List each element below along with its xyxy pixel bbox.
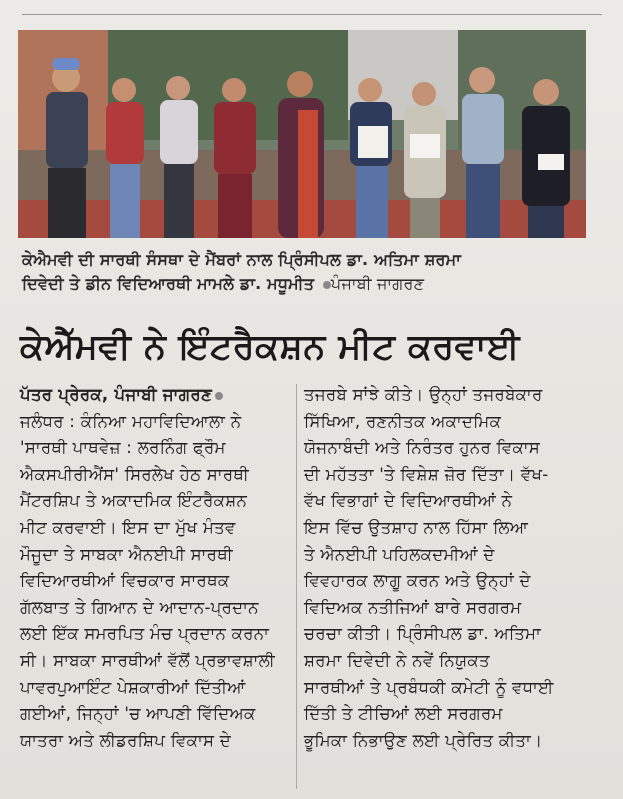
article-line: ਮੀਟ ਕਰਵਾਈ। ਇਸ ਦਾ ਮੁੱਖ ਮੰਤਵ [20, 517, 236, 537]
article-line: ਤੇ ਐਨਈਪੀ ਪਹਿਲਕਦਮੀਆਂ ਦੇ [304, 544, 495, 564]
group-photo [18, 30, 586, 238]
bullet-icon [323, 281, 331, 289]
article-line: ਪਾਵਰਪੁਆਇੰਟ ਪੇਸ਼ਕਾਰੀਆਂ ਦਿੱਤੀਆਂ [20, 677, 246, 697]
article-line: ਐਕਸਪੀਰੀਐਂਸ' ਸਿਰਲੇਖ ਹੇਠ ਸਾਰਥੀ [20, 464, 250, 484]
caption-line-1: ਕੇਐਮਵੀ ਦੀ ਸਾਰਥੀ ਸੰਸਥਾ ਦੇ ਮੈਂਬਰਾਂ ਨਾਲ ਪ੍ਰਿੰਸੀਪਲ ਡਾ. ਅਤਿਮਾ ਸ਼ਰਮਾ [22, 250, 461, 269]
article-line: 'ਸਾਰਥੀ ਪਾਥਵੇਜ਼ : ਲਰਨਿੰਗ ਫ੍ਰੌਮ [20, 438, 226, 458]
article-line: ਸ਼ਰਮਾ ਦਿਵੇਦੀ ਨੇ ਨਵੇਂ ਨਿਯੁਕਤ [304, 650, 490, 670]
article-line: ਯਾਤਰਾ ਅਤੇ ਲੀਡਰਸ਼ਿਪ ਵਿਕਾਸ ਦੇ [20, 730, 232, 750]
article-line: ਗਈਆਂ, ਜਿਨ੍ਹਾਂ 'ਚ ਆਪਣੀ ਵਿੱਦਿਅਕ [20, 704, 256, 724]
bullet-icon [215, 392, 223, 400]
article-column-right [304, 382, 594, 754]
article-line: ਭੂਮਿਕਾ ਨਿਭਾਉਣ ਲਈ ਪ੍ਰੇਰਿਤ ਕੀਤਾ। [304, 730, 543, 750]
article-line: ਚਰਚਾ ਕੀਤੀ। ਪ੍ਰਿੰਸੀਪਲ ਡਾ. ਅਤਿਮਾ [304, 624, 542, 644]
article-line: ਜਲੰਧਰ : ਕੰਨਿਆ ਮਹਾਵਿਦਿਆਲਾ ਨੇ [20, 411, 242, 431]
byline-line [20, 382, 292, 409]
column-divider [296, 384, 297, 789]
caption-line-2 [22, 272, 592, 296]
caption-credit: ਪੰਜਾਬੀ ਜਾਗਰਣ [330, 274, 425, 293]
article-line: ਵਿਵਹਾਰਕ ਲਾਗੂ ਕਰਨ ਅਤੇ ਉਨ੍ਹਾਂ ਦੇ [304, 571, 531, 591]
top-rule [22, 14, 602, 15]
article-line: ਦੀ ਮਹੱਤਤਾ 'ਤੇ ਵਿਸ਼ੇਸ਼ ਜ਼ੋਰ ਦਿੱਤਾ। ਵੱਖ- [304, 464, 549, 484]
article-line: ਤਜਰਬੇ ਸਾਂਝੇ ਕੀਤੇ। ਉਨ੍ਹਾਂ ਤਜਰਬੇਕਾਰ [304, 385, 543, 404]
article-line: ਸਿੱਖਿਆ, ਰਣਨੀਤਕ ਅਕਾਦਮਿਕ [304, 411, 502, 431]
article-line: ਵਿਦਿਆਰਥੀਆਂ ਵਿਚਕਾਰ ਸਾਰਥਕ [20, 571, 230, 591]
article-line: ਲਈ ਇੱਕ ਸਮਰਪਿਤ ਮੰਚ ਪ੍ਰਦਾਨ ਕਰਨਾ [20, 624, 270, 644]
article-line: ਸਾਰਥੀਆਂ ਤੇ ਪ੍ਰਬੰਧਕੀ ਕਮੇਟੀ ਨੂੰ ਵਧਾਈ [304, 677, 554, 697]
article-line: ਗੱਲਬਾਤ ਤੇ ਗਿਆਨ ਦੇ ਆਦਾਨ-ਪ੍ਰਦਾਨ [20, 597, 259, 617]
article-column-left [20, 382, 292, 754]
byline: ਪੱਤਰ ਪ੍ਰੇਰਕ, ਪੰਜਾਬੀ ਜਾਗਰਣ [20, 385, 213, 404]
group-photo-illustration [18, 30, 586, 238]
article-line: ਇਸ ਵਿੱਚ ਉਤਸ਼ਾਹ ਨਾਲ ਹਿੱਸਾ ਲਿਆ [304, 517, 529, 537]
article-line: ਯੋਜਨਾਬੰਦੀ ਅਤੇ ਨਿਰੰਤਰ ਹੁਨਰ ਵਿਕਾਸ [304, 438, 541, 458]
article-line: ਮੌਜੂਦਾ ਤੇ ਸਾਬਕਾ ਐਨਈਪੀ ਸਾਰਥੀ [20, 544, 233, 564]
article-line: ਸੀ। ਸਾਬਕਾ ਸਾਰਥੀਆਂ ਵੱਲੋਂ ਪ੍ਰਭਾਵਸ਼ਾਲੀ [20, 650, 276, 670]
article-line: ਮੈਂਟਰਸ਼ਿਪ ਤੇ ਅਕਾਦਮਿਕ ਇੰਟਰੈਕਸ਼ਨ [20, 491, 248, 511]
article-line: ਵੱਖ ਵਿਭਾਗਾਂ ਦੇ ਵਿਦਿਆਰਥੀਆਂ ਨੇ [304, 491, 513, 511]
photo-caption [22, 248, 592, 296]
caption-line-2-text: ਦਿਵੇਦੀ ਤੇ ਡੀਨ ਵਿਦਿਆਰਥੀ ਮਾਮਲੇ ਡਾ. ਮਧੂਮੀਤ [22, 274, 315, 293]
headline: ਕੇਐੱਮਵੀ ਨੇ ਇੰਟਰੈਕਸ਼ਨ ਮੀਟ ਕਰਵਾਈ [20, 327, 521, 367]
article-line: ਦਿੱਤੀ ਤੇ ਟੀਚਿਆਂ ਲਈ ਸਰਗਰਮ [304, 704, 503, 724]
article-line: ਵਿਦਿਅਕ ਨਤੀਜਿਆਂ ਬਾਰੇ ਸਰਗਰਮ [304, 597, 522, 617]
